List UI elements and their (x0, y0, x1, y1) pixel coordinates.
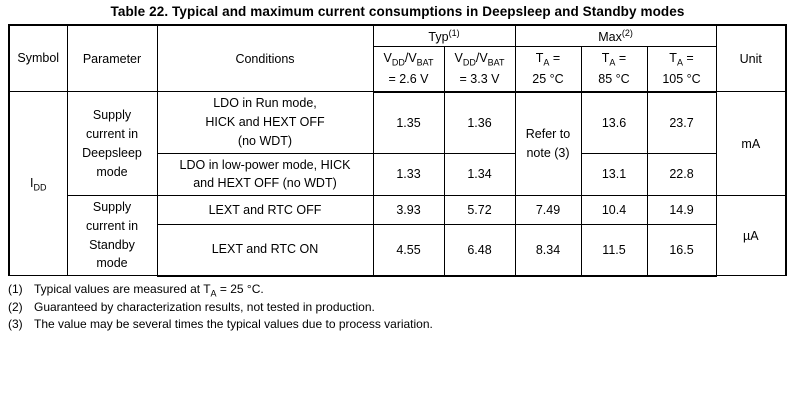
cell-max105-2: 22.8 (647, 153, 716, 196)
cell-typ26-4: 4.55 (373, 224, 444, 276)
header-max-85c: $T_A$ = 85 °C (581, 47, 647, 92)
cell-typ26-2: 1.33 (373, 153, 444, 196)
cell-typ33-1: 1.36 (444, 92, 515, 153)
cell-conditions-3: LEXT and RTC OFF (157, 196, 373, 225)
cell-conditions-1: LDO in Run mode, HICK and HEXT OFF (no WDT) (157, 92, 373, 153)
header-unit: Unit (716, 25, 786, 92)
cell-unit-ma: mA (716, 92, 786, 196)
cell-conditions-4: LEXT and RTC ON (157, 224, 373, 276)
table-header-row-1 (9, 25, 786, 47)
cell-max85-4: 11.5 (581, 224, 647, 276)
cell-max25-3: 7.49 (515, 196, 581, 225)
cell-max25-refer-note: Refer to note (3) (515, 92, 581, 196)
table-title: Table 22. Typical and maximum current consumptions in Deepsleep and Standby modes (110, 4, 685, 19)
cell-symbol-idd: $I_{DD}$ (9, 92, 67, 276)
cell-typ26-1: 1.35 (373, 92, 444, 153)
cell-unit-ua: µA (716, 196, 786, 276)
header-typ-33v: $V_{DD}/V_{BAT}$ = 3.3 V (444, 47, 515, 92)
cell-conditions-2: LDO in low-power mode, HICK and HEXT OFF (no WDT) (157, 153, 373, 196)
footnote-1-text: Typical values are measured at $T_A = 25$ °C. (34, 281, 264, 299)
cell-max105-1: 23.7 (647, 92, 716, 153)
cell-max85-2: 13.1 (581, 153, 647, 196)
header-max-group: Max$^{(2)}$ (515, 25, 716, 47)
cell-max85-1: 13.6 (581, 92, 647, 153)
footnote-3: (3) The value may be several times the typical values due to process variation. (8, 317, 433, 331)
footnote-2: (2) Guaranteed by characterization results, not tested in production. (8, 300, 375, 315)
header-max-105c: $T_A$ = 105 °C (647, 47, 716, 92)
table-row (9, 92, 786, 153)
header-symbol: Symbol (9, 25, 67, 92)
footnote-3-text: The value may be several times the typical values due to process variation. (34, 317, 433, 331)
cell-max85-3: 10.4 (581, 196, 647, 225)
header-typ-group: Typ$^{(1)}$ (373, 25, 515, 47)
cell-max105-3: 14.9 (647, 196, 716, 225)
cell-typ33-2: 1.34 (444, 153, 515, 196)
cell-parameter-deepsleep: Supply current in Deepsleep mode (67, 92, 157, 196)
header-conditions: Conditions (157, 25, 373, 92)
footnote-2-text: Guaranteed by characterization results, not tested in production. (34, 300, 375, 315)
cell-parameter-standby: Supply current in Standby mode (67, 196, 157, 276)
header-typ-26v: $V_{DD}/V_{BAT}$ = 2.6 V (373, 47, 444, 92)
table-footnotes (8, 281, 795, 333)
cell-typ33-3: 5.72 (444, 196, 515, 225)
header-max-25c: $T_A$ = 25 °C (515, 47, 581, 92)
table-row (9, 196, 786, 225)
cell-max105-4: 16.5 (647, 224, 716, 276)
header-parameter: Parameter (67, 25, 157, 92)
footnote-1: (1) Typical values are measured at $T_A = 25$ °C. (8, 281, 264, 299)
cell-typ26-3: 3.93 (373, 196, 444, 225)
cell-typ33-4: 6.48 (444, 224, 515, 276)
current-consumption-table (8, 24, 787, 277)
cell-max25-4: 8.34 (515, 224, 581, 276)
